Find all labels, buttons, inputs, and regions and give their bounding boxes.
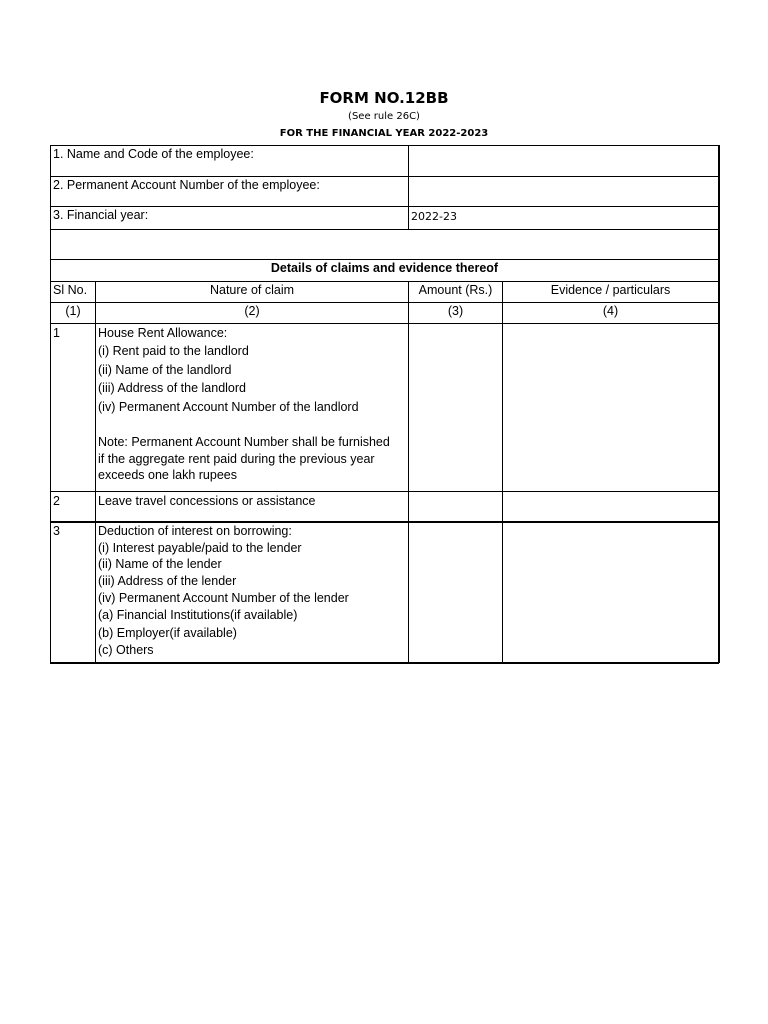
column-number-2: (2) xyxy=(244,304,260,318)
rule-reference: (See rule 26C) xyxy=(348,111,420,122)
claim-line: (i) Interest payable/paid to the lender xyxy=(98,541,302,555)
claim-line: (ii) Name of the lender xyxy=(98,557,222,571)
interest-evidence-cell[interactable] xyxy=(503,523,718,662)
financial-year-heading: FOR THE FINANCIAL YEAR 2022-2023 xyxy=(279,128,489,139)
row-divider xyxy=(50,206,719,207)
lta-amount-cell[interactable] xyxy=(409,492,502,521)
claim-line: (iv) Permanent Account Number of the lender xyxy=(98,591,349,605)
claim-line: (a) Financial Institutions(if available) xyxy=(98,608,298,622)
column-header-sl-no: Sl No. xyxy=(53,283,88,297)
column-header-evidence: Evidence / particulars xyxy=(550,283,671,297)
row-sl-no: 3 xyxy=(53,524,60,538)
claim-line: (b) Employer(if available) xyxy=(98,626,237,640)
employee-name-label: 1. Name and Code of the employee: xyxy=(53,147,254,161)
hra-evidence-cell[interactable] xyxy=(503,324,718,491)
claim-line: Deduction of interest on borrowing: xyxy=(98,524,292,538)
column-header-nature: Nature of claim xyxy=(209,283,295,297)
table-border-left xyxy=(50,145,51,663)
claim-line: (iv) Permanent Account Number of the landlord xyxy=(98,400,359,414)
claim-line: (iii) Address of the landlord xyxy=(98,381,246,395)
employee-pan-label: 2. Permanent Account Number of the employee: xyxy=(53,178,320,192)
row-divider xyxy=(50,259,719,260)
hra-amount-cell[interactable] xyxy=(409,324,502,491)
row-divider xyxy=(50,302,719,303)
claim-line: Leave travel concessions or assistance xyxy=(98,494,316,508)
row-divider xyxy=(50,281,719,282)
row-divider xyxy=(50,176,719,177)
row-divider xyxy=(50,229,719,230)
column-header-amount: Amount (Rs.) xyxy=(418,283,493,297)
column-number-3: (3) xyxy=(447,304,464,318)
financial-year-label: 3. Financial year: xyxy=(53,208,149,222)
table-border-bottom xyxy=(50,662,719,664)
claim-line: (iii) Address of the lender xyxy=(98,574,237,588)
claim-line: House Rent Allowance: xyxy=(98,326,228,340)
financial-year-field[interactable]: 2022-23 xyxy=(411,210,457,223)
row-sl-no: 2 xyxy=(53,494,60,508)
lta-evidence-cell[interactable] xyxy=(503,492,718,521)
form-title: FORM NO.12BB xyxy=(319,89,449,107)
table-border-right xyxy=(718,145,720,663)
table-border-top xyxy=(50,145,719,146)
claim-line: (ii) Name of the landlord xyxy=(98,363,232,377)
column-number-4: (4) xyxy=(602,304,619,318)
field-value-divider xyxy=(408,145,409,229)
pan-note: Note: Permanent Account Number shall be furnished if the aggregate rent paid during the previous year exceeds one lakh rupees xyxy=(98,435,390,482)
column-divider xyxy=(95,281,96,663)
claim-line: (c) Others xyxy=(98,643,154,657)
column-number-1: (1) xyxy=(65,304,81,318)
claim-line: (i) Rent paid to the landlord xyxy=(98,344,249,358)
interest-amount-cell[interactable] xyxy=(409,523,502,662)
row-sl-no: 1 xyxy=(53,326,60,340)
section-heading: Details of claims and evidence thereof xyxy=(270,261,499,275)
